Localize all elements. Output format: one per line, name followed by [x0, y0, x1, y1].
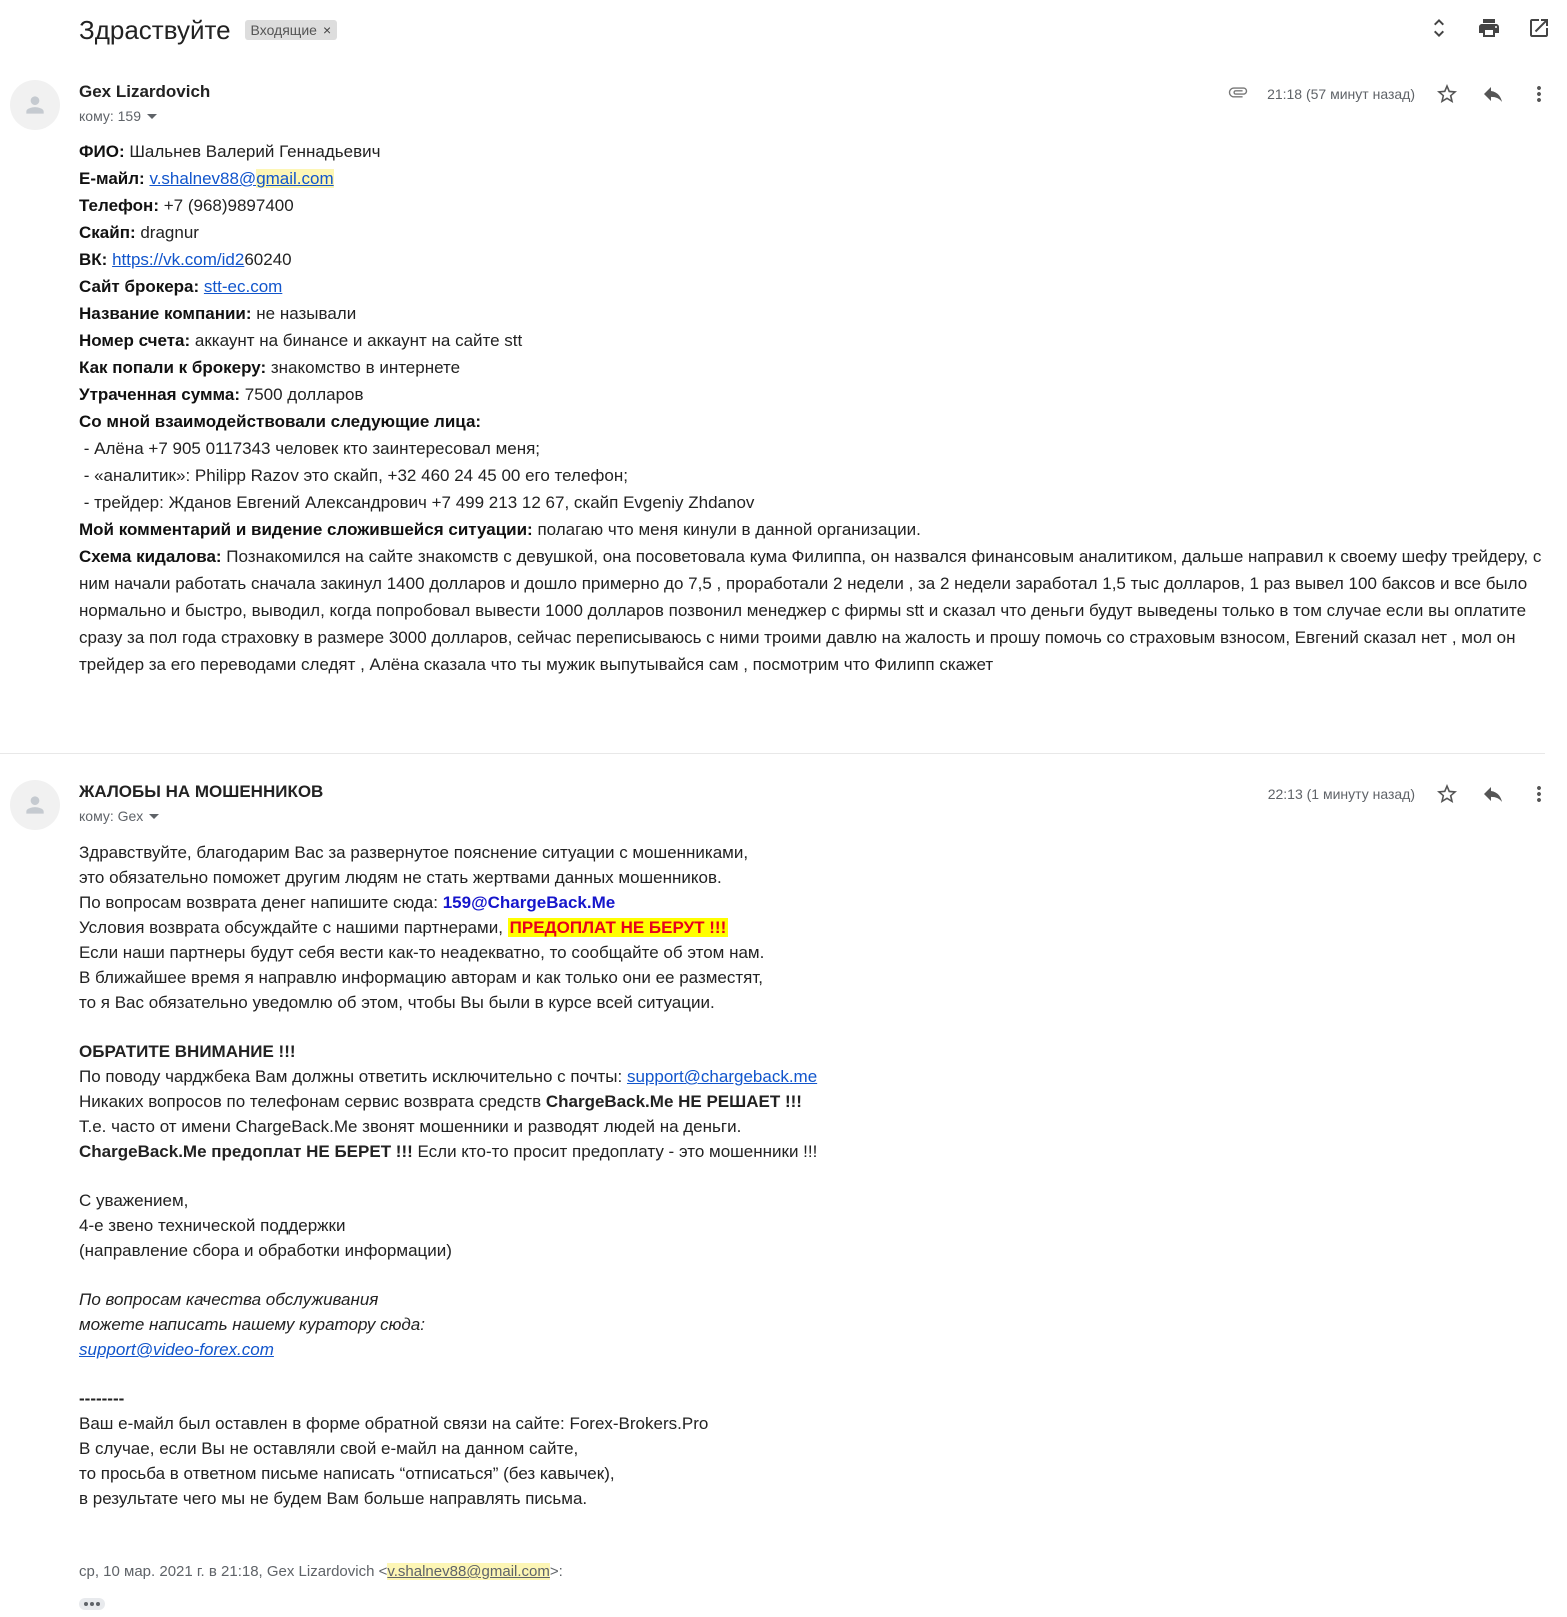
text-line: Если наши партнеры будут себя вести как-то неадекватно, то сообщайте об этом нам. — [79, 943, 765, 962]
refund-email[interactable]: 159@ChargeBack.Me — [442, 893, 616, 912]
quality-line: можете написать нашему куратору сюда: — [79, 1315, 425, 1334]
text-line: это обязательно поможет другим людям не стать жертвами данных мошенников. — [79, 868, 722, 887]
chevron-down-icon — [149, 814, 159, 819]
thread-header — [79, 10, 337, 50]
footer-line: в результате чего мы не будем Вам больше направлять письма. — [79, 1489, 588, 1508]
footer-line: то просьба в ответном письме написать “отписаться” (без кавычек), — [79, 1464, 615, 1483]
inbox-label-chip[interactable] — [245, 20, 338, 40]
quality-line: По вопросам качества обслуживания — [79, 1290, 379, 1309]
reply-icon[interactable] — [1479, 80, 1507, 108]
message-time: 21:18 (57 минут назад) — [1267, 86, 1415, 102]
attachment-icon — [1227, 81, 1249, 108]
field-company: Название компании: не называли — [79, 304, 357, 323]
chargeback-email-link[interactable]: support@chargeback.me — [626, 1067, 818, 1086]
message-divider — [0, 753, 1545, 754]
expand-all-icon[interactable] — [1425, 14, 1453, 42]
recipient-dropdown[interactable] — [79, 808, 159, 824]
field-fio: ФИО: Шальнев Валерий Геннадьевич — [79, 142, 381, 161]
text-line: Здравствуйте, благодарим Вас за развернутое пояснение ситуации с мошенниками, — [79, 843, 749, 862]
more-vert-icon[interactable] — [1525, 80, 1553, 108]
recipient-text: кому: 159 — [79, 108, 141, 124]
field-email: Е-майл: v.shalnev88@gmail.com — [79, 169, 334, 188]
attention-heading: ОБРАТИТЕ ВНИМАНИЕ !!! — [79, 1042, 296, 1061]
message-time: 22:13 (1 минуту назад) — [1267, 786, 1415, 802]
text-line: то я Вас обязательно уведомлю об этом, чтобы Вы были в курсе всей ситуации. — [79, 993, 715, 1012]
open-in-new-window-icon[interactable] — [1525, 14, 1553, 42]
star-icon[interactable] — [1433, 780, 1461, 808]
prepay-line: ChargeBack.Me предоплат НЕ БЕРЕТ !!! Если кто-то просит предоплату - это мошенники !!! — [79, 1142, 818, 1161]
phone-line: Никаких вопросов по телефонам сервис возврата средств ChargeBack.Me НЕ РЕШАЕТ !!! — [79, 1092, 802, 1111]
label-text: Входящие — [250, 22, 317, 38]
print-icon[interactable] — [1475, 14, 1503, 42]
field-broker-site: Сайт брокера: stt-ec.com — [79, 277, 283, 296]
signature-line: (направление сбора и обработки информации) — [79, 1241, 452, 1260]
person-icon — [22, 92, 48, 118]
field-comment: Мой комментарий и видение сложившейся ситуации: полагаю что меня кинули в данной организации. — [79, 520, 921, 539]
field-persons: Со мной взаимодействовали следующие лица: — [79, 412, 482, 431]
person-line: - Алёна +7 905 0117343 человек кто заинтересовал меня; — [79, 439, 541, 458]
thread-subject: Здраствуйте — [79, 14, 231, 45]
broker-site-link[interactable]: stt-ec.com — [203, 277, 283, 296]
show-trimmed-content-button[interactable] — [79, 1598, 105, 1610]
signature-line: 4-е звено технической поддержки — [79, 1216, 346, 1235]
more-vert-icon[interactable] — [1525, 780, 1553, 808]
recipient-dropdown[interactable] — [79, 108, 157, 124]
vk-link[interactable]: https://vk.com/id2 — [112, 250, 245, 269]
signature-line: С уважением, — [79, 1191, 189, 1210]
reply-icon[interactable] — [1479, 780, 1507, 808]
field-skype: Скайп: dragnur — [79, 223, 199, 242]
sender-name[interactable]: Gex Lizardovich — [79, 82, 211, 101]
refund-line: По вопросам возврата денег напишите сюда: 159@ChargeBack.Me — [79, 893, 616, 912]
field-phone: Телефон: +7 (968)9897400 — [79, 196, 294, 215]
footer-line: Ваш е-майл был оставлен в форме обратной связи на сайте: Forex-Brokers.Pro — [79, 1414, 709, 1433]
recipient-text: кому: Gex — [79, 808, 144, 824]
person-icon — [22, 792, 48, 818]
field-account: Номер счета: аккаунт на бинансе и аккаунт на сайте stt — [79, 331, 523, 350]
person-line: - трейдер: Жданов Евгений Александрович +7 499 213 12 67, скайп Evgeniy Zhdanov — [79, 493, 755, 512]
thread-toolbar — [1425, 14, 1553, 42]
text-line: В ближайшее время я направлю информацию авторам и как только они ее разместят, — [79, 968, 764, 987]
star-icon[interactable] — [1433, 80, 1461, 108]
footer-line: В случае, если Вы не оставляли свой е-майл на данном сайте, — [79, 1439, 579, 1458]
text-line: Т.е. часто от имени ChargeBack.Me звонят мошенники и разводят людей на деньги. — [79, 1117, 742, 1136]
chevron-down-icon — [147, 114, 157, 119]
person-line: - «аналитик»: Philipp Razov это скайп, +32 460 24 45 00 его телефон; — [79, 466, 628, 485]
separator: -------- — [79, 1389, 125, 1408]
quoted-email-link[interactable]: v.shalnev88@gmail.com — [387, 1563, 550, 1580]
avatar[interactable] — [10, 80, 60, 130]
chargeback-line: По поводу чарджбека Вам должны ответить исключительно с почты: support@chargeback.me — [79, 1067, 818, 1086]
field-vk: ВК: https://vk.com/id260240 — [79, 250, 292, 269]
remove-label-icon[interactable]: × — [322, 22, 332, 38]
field-how: Как попали к брокеру: знакомство в интернете — [79, 358, 461, 377]
field-scheme: Схема кидалова: Познакомился на сайте знакомств с девушкой, она посоветовала кума Филиппа, он назвался финансовым аналитиком, дальше направил к своему шефу трейдеру, с ним начали работать сначала закинул 1400 долларов и дошло примерно до 7,5 , проработали 2 недели , за 2 недели заработал 1,5 тыс долларов, 1 раз вывел 100 баксов и все было нормально и быстро, выводил, когда попробовал вывести 1000 долларов позвонил менеджер с фирмы stt и сказал что деньги будут выведены только в том случае если вы оплатите сразу за пол года страховку в размере 3000 долларов, сейчас переписываюсь с ними троими давлю на жалость и прошу помочь со страховым взносом, Евгений сказал нет , мол он трейдер за его переводами следят , Алёна сказала что ты мужик выпутывайся сам , посмотрим что Филипп скажет — [79, 547, 1542, 674]
no-prepayment-warning: ПРЕДОПЛАТ НЕ БЕРУТ !!! — [509, 918, 727, 937]
message-1-body — [79, 138, 1549, 678]
email-link[interactable]: v.shalnev88@gmail.com — [149, 169, 334, 188]
terms-line: Условия возврата обсуждайте с нашими партнерами, ПРЕДОПЛАТ НЕ БЕРУТ !!! — [79, 918, 727, 937]
sender-name[interactable]: ЖАЛОБЫ НА МОШЕННИКОВ — [79, 782, 324, 801]
field-amount: Утраченная сумма: 7500 долларов — [79, 385, 364, 404]
avatar[interactable] — [10, 780, 60, 830]
curator-email-link[interactable]: support@video-forex.com — [79, 1340, 274, 1359]
quoted-header: ср, 10 мар. 2021 г. в 21:18, Gex Lizardovich <v.shalnev88@gmail.com>: — [79, 1563, 563, 1580]
message-2-body — [79, 840, 1529, 1617]
